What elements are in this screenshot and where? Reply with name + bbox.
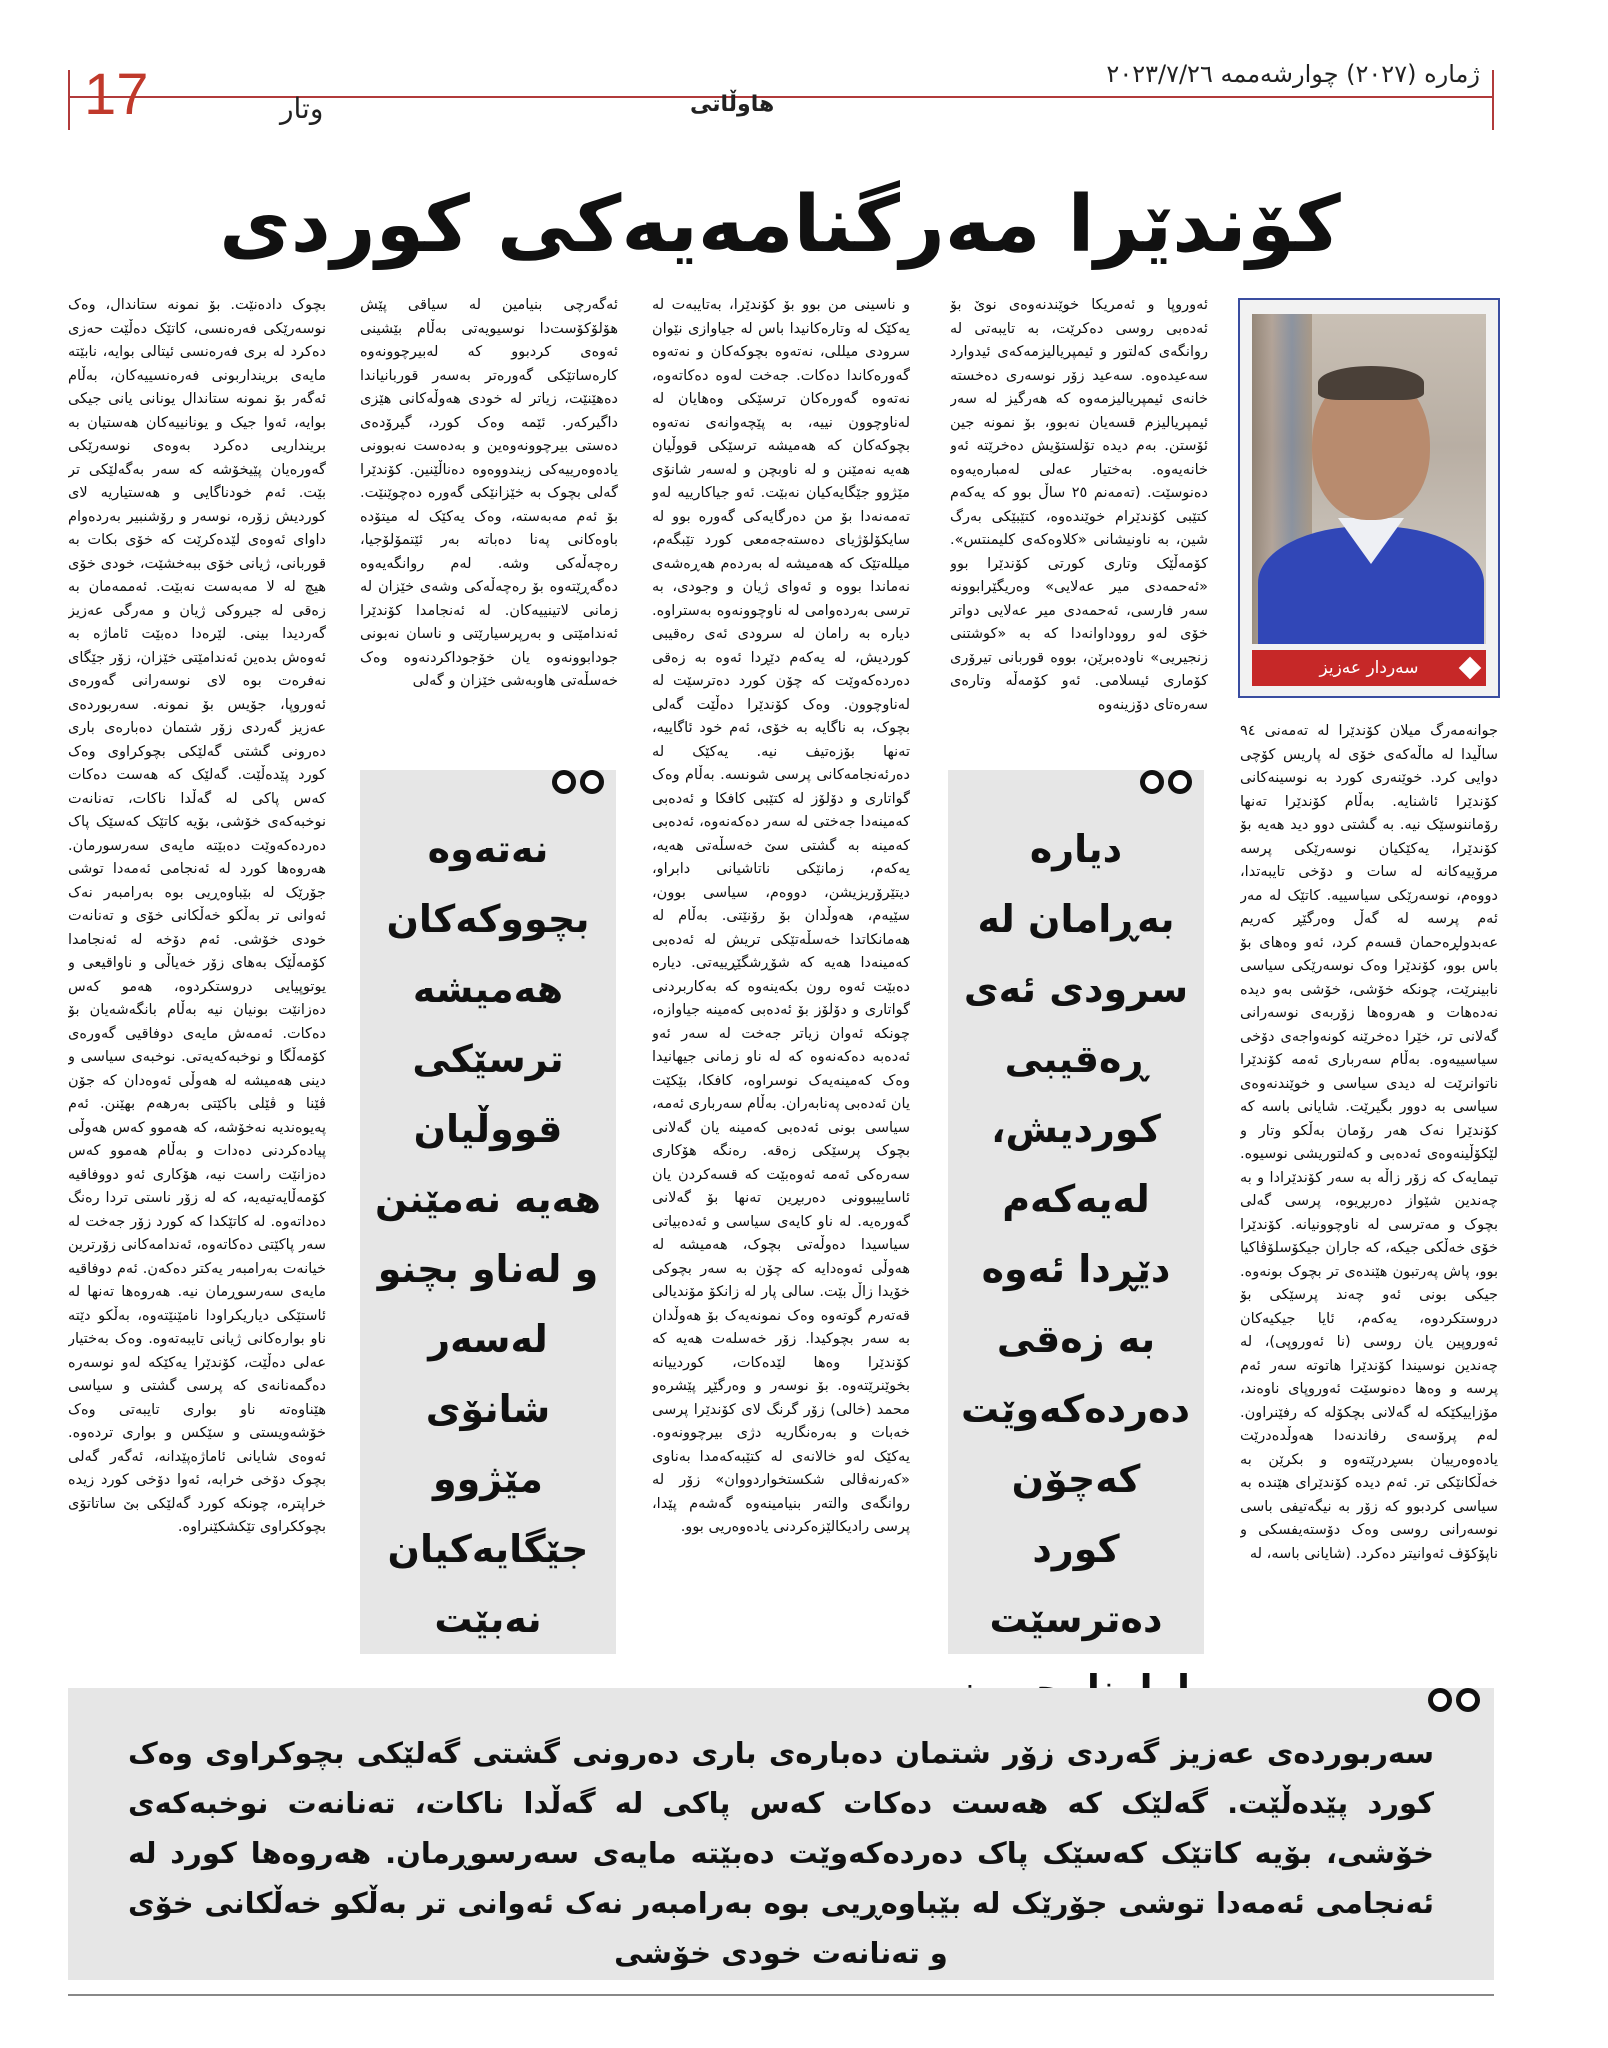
- quote-mark-icon: [1140, 770, 1192, 794]
- footer-rule: [68, 1994, 1494, 1996]
- author-name-bar: [1252, 650, 1486, 686]
- article-column-3: و ناسینی من بوو بۆ کۆندێرا، بەتایبەت لە یەکێک لە وتارەکانیدا باس لە جیاوازی نێوان سرودی میللی، نەتەوە بچوکەکان و نەتەوە گەورەکاندا دەکات. جەخت لەوە دەکاتەوە، نەتەوە گەورەکان ترسێکی وەهایان لە لەناوچوون نییە، بە پێچەوانەی نەتەوە بچوکەکان کە هەمیشە ترسێکی قووڵیان هەیە نەمێنن و لە ناوبچن و لەسەر شانۆی مێژوو جێگایەکیان نەبێت. ئەو جیاکارییە لەو تەمەنەدا بۆ من دەرگایەکی گەورە بوو لە سایکۆلۆژیای دەستەجەمعی کورد تێبگەم، میللەتێک کە هەمیشە لە بەردەم هەڕەشەی نەماندا بووە و ئەوای ژیان و وجودی، بە ترسی بەردەوامی لە ناوچوونەوە بەستراوە. دیارە بە رامان لە سرودی ئەی رەقیبی کوردیش، لە یەکەم دێڕدا ئەوە بە زەقی دەردەکەوێت کە چۆن کورد دەترسێت لە لەناوچوون. وەک کۆندێرا دەڵێت گەلی بچوک، بە ناگایە بە خۆی، ئەم خود ئاگاییە، تەنها بۆزەتیف نیە. یەکێک لە دەرئەنجامەکانی پرسی شونسە. بەڵام وەک گواتاری و دۆلۆز لە کتێبی کافکا و ئەدەبی کەمینەدا جەختی لە سەر دەکەنەوە، ئەدەبی کەمینە بە گشتی سێ خەسڵەتی هەیە، یەکەم، زمانێکی ناتاشیانی دابراو، دیتێرۆریزیشن، دووەم، سیاسی بوون، سێیەم، هەوڵدان بۆ رۆنێتی. بەڵام لە هەمانکاتدا خەسڵەتێکی تریش لە ئەدەبی کەمینەدا هەیە کە شۆڕشگێڕییەتی. دیارە دەبێت ئەوە رون بکەینەوە کە بەکاربردنی گواتاری و دۆلۆز بۆ ئەدەبی کەمینە جیاوازە، چونکە ئەوان زیاتر جەخت لە سەر ئەو ئەدەبە دەکەنەوە کە لە ناو زمانی جیهانیدا وەک کەمینەیەک نوسراوە، کافکا، بێکێت یان ئەدەبی پەنابەران. بەڵام سەرباری ئەمە، سیاسی بونی ئەدەبی کەمینە یان گەلانی بچوک پرسێکی زەقە. رەنگە هۆکاری سەرەکی ئەمە ئەوەبێت کە قسەکردن یان ئاساییبوونی دەربڕین تەنها بۆ گەلانی گەورەیە. لە ناو کایەی سیاسی و ئەدەبیاتی سیاسیدا دەوڵەتی بچوک، هەمیشە لە هەوڵی ئەوەدایە کە چۆن بە سەر بچوکی خۆیدا زاڵ بێت. سالی پار لە زانکۆ مۆندیالی قەتەرم گوتەوە وەک نمونەیەک بۆ هەوڵدان بە سەر بچوکیدا. زۆر خەسلەت هەیە کە کۆندێرا وەها لێدەکات، کوردییانە بخوێنرێتەوە. بۆ نوسەر و وەرگێڕ پێشرەو محمد (خالی) زۆر گرنگ لای کۆندێرا پرسی خەبات و بەرەنگاریە دژی بیرچوونەوە. یەکێک لەو خالانەی لە کتێبەکەمدا بەناوی «کەرنەڤالی شکستخواردووان» زۆر لە روانگەی والتەر بنیامینەوە گەشەم پێدا، پرسی رادیکالێزەکردنی یادەوەریی بوو.: [652, 297, 910, 1535]
- masthead-logo: هاوڵاتی: [690, 92, 775, 117]
- pull-quote-right: [948, 770, 1204, 1654]
- article-column-1: جوانەمەرگ میلان کۆندێرا لە تەمەنی ٩٤ ساڵیدا لە ماڵەکەی خۆی لە پاریس کۆچی دوایی کرد. خوێنەری کورد بە نوسینەکانی کۆندێرا ئاشنایە. بەڵام کۆندێرا تەنها رۆماننوسێک نیە. بە گشتی دوو دید هەیە بۆ کۆندێرا، یەکێکیان نوسەرێکی پرسە مرۆییەکانە لە سات و دۆخی تایبەتدا، دووەم، نوسەرێکی سیاسییە. کاتێک لە مەر ئەم پرسە لە گەڵ وەرگێڕ کەریم عەبدولڕەحمان قسەم کرد، ئەو وەهای بۆ باس بوو، کۆندێرا وەک نوسەرێکی سیاسی نابینرێت، چونکە خۆشی، خۆشی بەو دیدە نەدەهات و هەروەها زۆربەی نوسەرانی گەلانی تر، خێرا دەخرێنە کونەواجەی دۆخی سیاسییەوە. بەڵام سەرباری ئەمە کۆندێرا ناتوانرێت لە دیدی سیاسی و خوێندنەوەی سیاسی بە دوور بگیرێت. شایانی باسە کە کۆندێرا نەک هەر رۆمان بەڵکو وتار و لێکۆڵینەوەی ئەدەبی و کەلتوریشی نوسیوە. تیمایەک کە زۆر زاڵە بە سەر کۆندێرادا و بە چەندین شێواز دەربڕیوە، پرسی گەلی بچوک و مەترسی لە ناوچوونیانە. کۆندێرا خۆی خەڵکی جیکە، کە جاران جیکۆسلۆڤاکیا بوو، پاش پەرتبون هێندەی تر بچوک بونەوە. جیکی بونی ئەو چەند پرسێکی بۆ دروستکردوە، یەکەم، ئایا جیکیەکان ئەوروپین یان روسی (نا ئەوروپی)، لە چەندین نوسیندا کۆندێرا هاتوتە سەر ئەم پرسە و وەها دەنوسێت ئەوروپای ناوەند، مۆزاییکێکە لە گەلانی بچکۆلە کە رفێنراون. لەم پرۆسەی رفاندنەدا هەوڵدەدرێت یادەوەرییان بسڕدرێتەوە و بکرێن بە خەڵکانێکی تر. ئەم دیدە کۆندێرای هێندە بە سیاسی کردبوو کە زۆر بە نیگەتیفی باسی نوسەرانی روسی وەک دۆستەیفسکی و ناپۆکۆف ئەوانیتر دەکرد. (شایانی باسە، لە: [1240, 723, 1498, 1562]
- article-column-5: بچوک دادەنێت. بۆ نمونە ستاندال، وەک نوسەرێکی فەرەنسی، کاتێک دەڵێت حەزی دەکرد لە بری فەرەنسی ئیتالی بوایە، نابێتە مایەی برینداربونی فەرەنسییەکان، بەڵام ئەگەر بۆ نمونە ستاندال یونانی یانی جیکی بوایە، ئەوا جیک و یونانییەکان هەستیان بە برینداریی دەکرد بەوەی نوسەرێکی گەورەیان پێیخۆشە کە سەر بەگەلێکی تر بێت. ئەم خودناگایی و هەستیاریە لای کوردیش زۆرە، نوسەر و رۆشنبیر بەردەوام داوای ئەوەی لێدەکرێت کە خۆی بکات بە قوربانی، ژیانی خۆی ببەخشێت، خودی خۆی هیچ لە لا مەبەست نەبێت. ئەممەمان بە زەقی لە جیروکی ژیان و مەرگی عەزیز گەردیدا بینی. لێرەدا دەبێت ئاماژە بە ئەوەش بدەین ئەندامێتی خێزان، زۆر جێگای نەفرەت بوە لای نوسەرانی گەورەی ئەوروپا، جۆیس بۆ نمونە. سەربوردەی عەزیز گەردی زۆر شتمان دەبارەی باری دەرونی گشتی گەلێکی بچوکراوی وەک کورد پێدەڵێت. گەلێک کە هەست دەکات کەس پاکی لە گەڵدا ناکات، تەنانەت نوخبەکەی خۆشی، بۆیە کاتێک کەسێک پاک دەردەکەوێت دەبێتە مایەی سەرسورمان. هەروەها کورد لە ئەنجامی ئەمەدا توشی جۆرێک لە بێباوەڕیی بوە بەرامبەر نەک ئەوانی تر بەڵکو خەڵکانی خۆی و تەنانەت خودی خۆشی. ئەم دۆخە لە ئەنجامدا کۆمەڵێک بەهای زۆر خەیاڵی و ناواقیعی و یوتوپیایی دروستکردوە، هەمو کەس دەزانێت بونیان نیە بەڵام بانگەشەیان بۆ دەکات. ئەمەش مایەی دوفاقیی گەورەی کۆمەڵگا و نوخبەکەیەتی. نوخبەی سیاسی و دینی هەمیشە لە هەوڵی ئەوەدان کە جۆن ڤێنا و ڤێلی باکێتی بەرهەم بهێنن. ئەم پەیوەندیە نەخۆشە، کە هەموو کەس هەوڵی پیادەکردنی دەدات و بەڵام هەموو کەس دەزانێت راست نیە، هۆکاری ئەو دووفاقیە کۆمەڵایەتیەیە، کە لە زۆر ناستی تردا رەنگ دەداتەوە. لە کاتێکدا کە کورد زۆر جەخت لە سەر پاکێتی دەکاتەوە، ئەندامەکانی زۆرترین خیانەت بەرامبەر یەکتر دەکەن. ئەم دوفاقیە مایەی سەرسوڕمان نیە. هەروەها تەنها لە ئاستێکی دیاریکراودا نامێنێتەوە، بەڵکو دێتە ناو بوارەکانی ژیانی تایبەتەوە. وەک بەختیار عەلی دەڵێت، کۆندێرا یەکێکە لەو نوسەرە دەگمەنانەی کە پرسی گشتی و سیاسی هێناوەتە ناو بواری تایبەتی وەک خۆشەویستی و سێکس و بواری تردەوە. ئەوەی شایانی ئاماژەپێدانە، ئەگەر گەلی بچوک دۆخی خرابە، ئەوا دۆخی کورد زیدە خراپترە، چونکە کورد گەلێکی بێ ساتاتۆی بچوککراوی تێکشکێنراوە.: [68, 297, 326, 1535]
- pull-quote-right-text: دیارە بەڕامان لە سرودی ئەی ڕەقیبی کوردیش، لەیەکەم دێڕدا ئەوە بە زەقی دەردەکەوێت کەچۆن کورد دەترسێت: [960, 827, 1190, 1641]
- header-rule-right: [1492, 70, 1494, 130]
- diamond-icon: [1459, 657, 1482, 680]
- page-number: 17: [84, 62, 149, 127]
- quote-mark-icon: [552, 770, 604, 794]
- portrait-hair: [1318, 366, 1424, 400]
- article-column-2: ئەوروپا و ئەمریکا خوێندنەوەی نوێ بۆ ئەدەبی روسی دەکرێت، بە تایبەتی لە روانگەی کەلتور و ئیمپریالیزمەکەی ئیدوارد سەعیدەوە. سەعید زۆر نوسەری دەخستە خانەی ئیمپریالیزمەوە کە هەرگیز لە سەر ئیمپریالیزم قسەیان نەبوو، بۆ نمونە جین ئۆستن. بەم دیدە تۆلستۆیش دەخرێتە ئەو خانەیەوە. بەختیار عەلی لەمبارەیەوە دەنوسێت. (تەمەنم ٢٥ ساڵ بوو کە یەکەم کتێبی کۆندێرام خوێندەوە، کتێبێکی بەرگ شین، بە ناونیشانی «کلاوەکەی کلیمنتس». کۆمەڵێک وتاری کورتی کۆندێرا بوو «ئەحمەدی میر عەلایی» وەریگێرابوونە سەر فارسی، ئەحمەدی میر عەلایی دواتر خۆی لەو رووداوانەدا کە بە «کوشتنی زنجیریی» ناودەبرێن، بووە قوربانی تیرۆری کۆماری ئیسلامی. ئەو کۆمەڵە وتارەی سەرەتای دۆزینەوە: [950, 297, 1208, 713]
- section-label: وتار: [280, 92, 324, 125]
- header-rule-left: [68, 70, 70, 130]
- author-name: سەردار عەزیز: [1319, 658, 1419, 678]
- article-headline: کۆندێرا مەرگنامەیەکی کوردی: [219, 180, 1341, 270]
- author-portrait: [1238, 298, 1500, 698]
- bottom-pull-quote-text: سەربوردەی عەزیز گەردی زۆر شتمان دەبارەی باری دەرونی گشتی گەلێکی بچوکراوی وەک کورد پێدەڵێت. گەلێک کە هەست دەکات کەس پاکی لە گەڵدا ناکات، تەنانەت نوخبەکەی خۆشی، بۆیە کاتێک کەسێک پاک دەردەکەوێت دەبێتە مایەی سەرسوڕمان. هەروەها کورد لە ئەنجامی ئەمەدا توشی جۆرێک لە بێباوەڕیی بوە بەرامبەر نەک ئەوانی تر بەڵکو خەڵکانی خۆی و تەنانەت خودی خۆشی: [128, 1736, 1434, 1970]
- pull-quote-left-text: نەتەوە بچووکەکان هەمیشە ترسێکی قووڵیان هەیە نەمێنن و لەناو بچنو لەسەر شانۆی مێژوو جێگایەکیان نەبێت: [375, 827, 601, 1641]
- pull-quote-left: [360, 770, 616, 1654]
- article-column-4: ئەگەرچی بنیامین لە سیاقی پێش هۆلۆکۆست‌دا نوسیویەتی بەڵام بێشینی ئەوەی کردبوو کە لەبیرچوونەوە کارەساتێکی گەورەتر بەسەر قوربانیاندا دەهێنێت، زیاتر لە خودی هەوڵەکانی هێزی داگیرکەر. ئێمە وەک کورد، گیرۆدەی دەستی بیرچوونەوەین و بەدەست نەبوونی یادەوەرییەکی زیندووەوە دەناڵێنین. کۆندێرا گەلی بچوک بە خێزانێکی گەورە دەچوێنێت. بۆ ئەم مەبەستە، وەک یەکێک لە میتۆدە باوەکانی پەنا دەباتە بەر ئێتمۆلۆجیا، رەچەڵەکی وشە. لەم روانگەیەوە دەگەڕێتەوە بۆ رەچەڵەکی وشەی خێزان لە زمانی لاتینییەکان. لە ئەنجامدا کۆندێرا ئەندامێتی و بەرپرسیارێتی و ناسان نەبونی جودابوونەوە یان خۆ‌جوداکردنەوە وەک خەسڵەتی هاوبەشی خێزان و گەلی: [360, 297, 618, 689]
- bottom-pull-quote: [68, 1688, 1494, 1980]
- issue-info: ژماره (٢٠٢٧) چوارشەممە ٢٠٢٣/٧/٢٦: [1106, 60, 1480, 88]
- quote-mark-icon: [1428, 1688, 1480, 1712]
